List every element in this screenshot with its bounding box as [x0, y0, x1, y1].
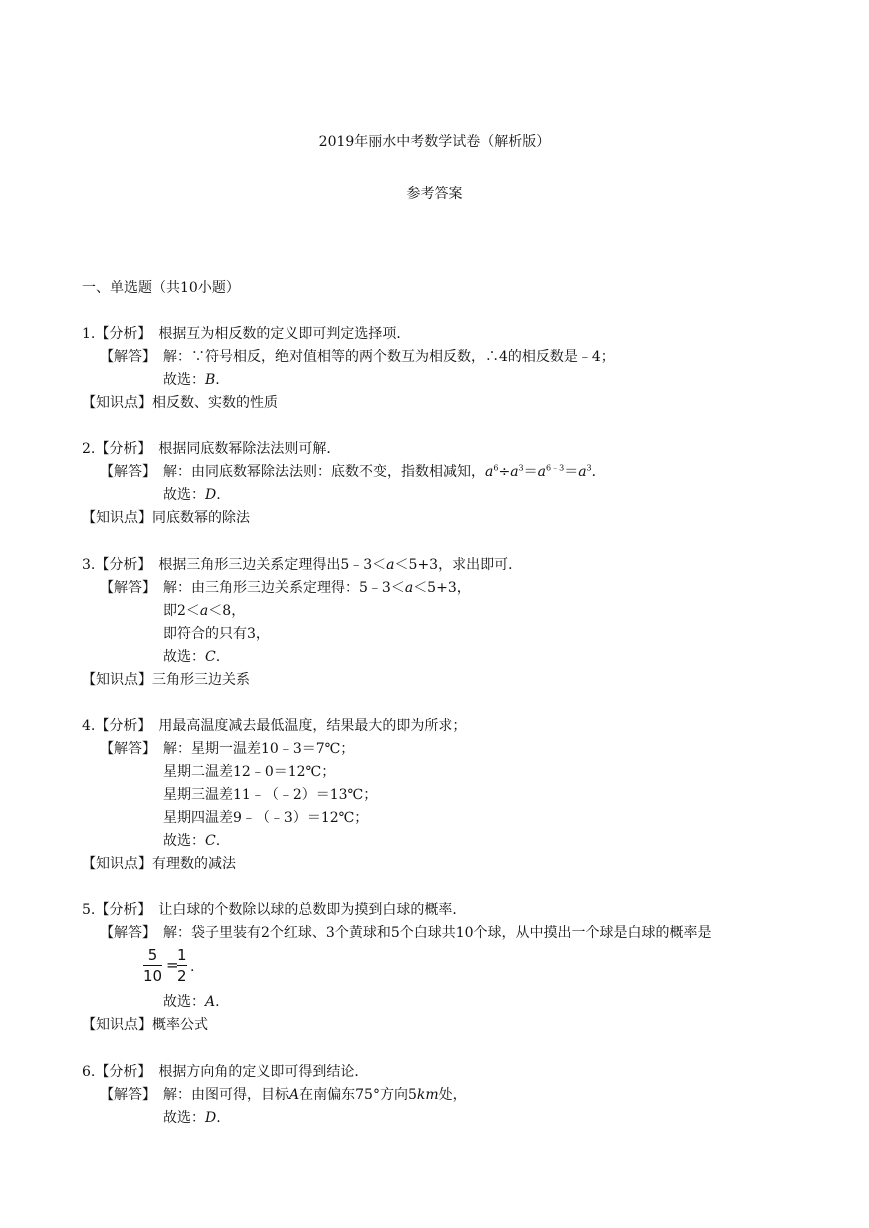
q4-line3: 星期三温差11﹣（﹣2）＝13℃；: [163, 787, 378, 803]
q5-end: .: [190, 959, 195, 975]
q3-line2-var: a: [199, 603, 209, 619]
q4-knowledge: 【知识点】有理数的减法: [82, 856, 236, 872]
q3-line2-post: ＜8，: [208, 603, 246, 619]
q2-choice-letter: D: [205, 487, 217, 503]
q5-fraction-2: [177, 946, 187, 985]
q3-analysis-var: a: [386, 557, 395, 573]
q1-analysis: 1.【分析】 根据互为相反数的定义即可判定选择项．: [82, 326, 411, 342]
q4-answer: 【解答】 解：星期一温差10﹣3＝7℃；: [100, 741, 355, 757]
q1-knowledge: 【知识点】相反数、实数的性质: [82, 395, 278, 411]
q6-analysis: 6.【分析】 根据方向角的定义即可得到结论．: [82, 1064, 369, 1080]
q3-answer-var: a: [404, 580, 414, 596]
q2-formula: [485, 464, 606, 480]
q2-choice: 故选：D.: [163, 487, 221, 503]
q2-base-4: a: [578, 464, 587, 480]
q6-choice: 故选：D.: [163, 1110, 221, 1126]
q3-analysis-pre: 3.【分析】 根据三角形三边关系定理得出5﹣3＜: [82, 557, 387, 573]
q6-answer-var: A: [289, 1087, 300, 1103]
q3-line2-pre: 即2＜: [163, 603, 200, 619]
q3-knowledge: 【知识点】三角形三边关系: [82, 672, 250, 688]
q1-choice-label: 故选：: [163, 372, 205, 388]
q3-answer-pre: 【解答】 解：由三角形三边关系定理得：5﹣3＜: [100, 580, 405, 596]
q5-answer: 【解答】 解：袋子里装有2个红球、3个黄球和5个白球共10个球，从中摸出一个球是白球的概率是: [100, 925, 712, 941]
q3-answer-post: ＜5+3，: [413, 580, 471, 596]
q2-end: ．: [591, 464, 606, 480]
q5-fraction-2-numerator: 1: [177, 946, 187, 964]
q3-choice: 故选：C.: [163, 649, 221, 665]
q6-choice-label: 故选：: [163, 1110, 205, 1126]
q5-fraction-1: [143, 946, 162, 985]
document-subtitle: 参考答案: [406, 186, 463, 202]
q2-base-3: a: [537, 464, 546, 480]
q5-fraction-1-denominator: 10: [143, 967, 163, 985]
q2-eq2: ＝: [564, 464, 579, 480]
q3-choice-letter: C: [205, 649, 216, 665]
q5-fraction-2-denominator: 2: [177, 967, 187, 985]
q3-line3: 即符合的只有3，: [163, 626, 270, 642]
section-heading: 一、单选题（共10小题）: [82, 280, 240, 296]
q5-analysis: 5.【分析】 让白球的个数除以球的总数即为摸到白球的概率．: [82, 902, 467, 918]
q2-exp-4: 3: [586, 463, 592, 473]
q1-choice: 故选：B.: [163, 372, 220, 388]
q3-choice-label: 故选：: [163, 649, 205, 665]
q4-line2: 星期二温差12﹣0＝12℃；: [163, 764, 336, 780]
q4-choice-label: 故选：: [163, 833, 205, 849]
q5-equals: =: [166, 956, 179, 974]
q5-knowledge: 【知识点】概率公式: [82, 1017, 208, 1033]
q5-fraction-1-numerator: 5: [147, 946, 158, 964]
q2-op: ÷: [498, 464, 511, 480]
q5-choice: 故选：A.: [163, 994, 220, 1010]
q4-analysis: 4.【分析】 用最高温度减去最低温度，结果最大的即为所求；: [82, 718, 467, 734]
q2-exp-2: 3: [518, 463, 524, 473]
q4-choice-letter: C: [205, 833, 216, 849]
q6-answer-mid: 在南偏东75°方向5: [299, 1087, 417, 1103]
q4-choice: 故选：C.: [163, 833, 221, 849]
q2-choice-label: 故选：: [163, 487, 205, 503]
q2-answer: [100, 463, 606, 481]
q3-answer: [100, 579, 471, 597]
q3-analysis: [82, 556, 522, 574]
q3-line2: [163, 602, 245, 620]
q2-eq: ＝: [523, 464, 538, 480]
q3-analysis-post: ＜5+3，求出即可．: [394, 557, 523, 573]
q5-choice-label: 故选：: [163, 994, 205, 1010]
q2-knowledge: 【知识点】同底数幂的除法: [82, 510, 250, 526]
q6-answer: [100, 1086, 467, 1104]
document-title: 2019年丽水中考数学试卷（解析版）: [318, 134, 551, 150]
q1-answer: 【解答】 解：∵符号相反，绝对值相等的两个数互为相反数，∴4的相反数是﹣4；: [100, 349, 615, 365]
q2-exp-3: 6﹣3: [546, 463, 565, 473]
q1-choice-letter: B: [205, 372, 216, 388]
q6-choice-letter: D: [205, 1110, 217, 1126]
q2-exp-1: 6: [493, 463, 499, 473]
q4-line4: 星期四温差9﹣（﹣3）＝12℃；: [163, 810, 369, 826]
q2-analysis: 2.【分析】 根据同底数幂除法法则可解．: [82, 441, 341, 457]
fraction-bar: [143, 965, 162, 966]
q6-answer-post: 处，: [438, 1087, 467, 1103]
q2-base-2: a: [510, 464, 519, 480]
q6-answer-unit: km: [416, 1087, 439, 1103]
fraction-bar: [177, 965, 187, 966]
q2-base-1: a: [485, 464, 494, 480]
q5-choice-letter: A: [205, 994, 216, 1010]
q6-answer-pre: 【解答】 解：由图可得，目标: [100, 1087, 289, 1103]
q2-answer-text: 【解答】 解：由同底数幂除法法则：底数不变，指数相减知，: [100, 464, 485, 480]
